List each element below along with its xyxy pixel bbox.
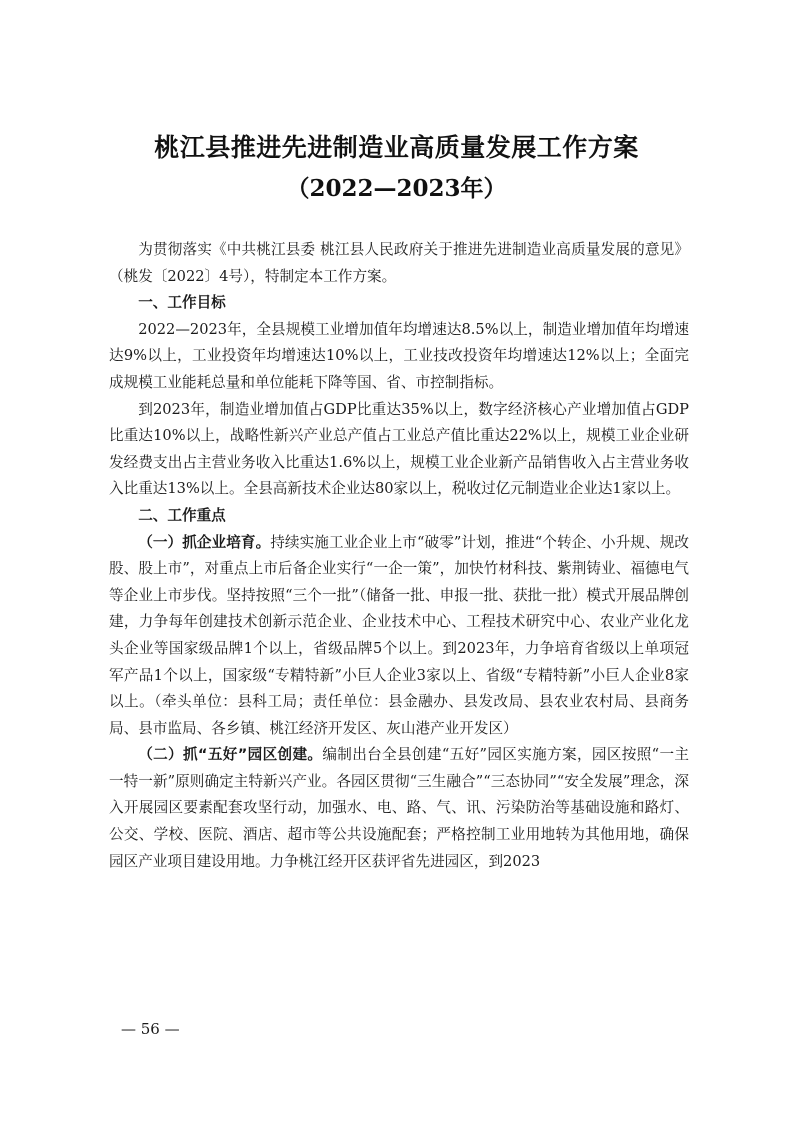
goals-paragraph-1: 2022—2023年，全县规模工业增加值年均增速达8.5%以上，制造业增加值年均增速达9%以上，工业投资年均增速达10%以上，工业技改投资年均增速达12%以上；全面完成规模工业能耗总量和单位能耗下降等国、省、市控制指标。 xyxy=(109,320,689,391)
intro-paragraph: 为贯彻落实《中共桃江县委 桃江县人民政府关于推进先进制造业高质量发展的意见》（桃发〔2022〕4号），特制定本工作方案。 xyxy=(109,241,689,285)
focus-item-2 xyxy=(109,742,689,875)
focus-item-2-label: （二）抓“五好”园区创建。 xyxy=(138,746,323,764)
focus-item-1 xyxy=(109,530,689,743)
document-subtitle: （2022—2023年） xyxy=(286,175,507,202)
document-title: 桃江县推进先进制造业高质量发展工作方案 xyxy=(154,133,639,162)
page-number: — 56 — xyxy=(121,1020,180,1038)
focus-item-1-text: 持续实施工业企业上市“破零”计划，推进“个转企、小升规、规改股、股上市”，对重点上市后备企业实行“一企一策”，加快竹材科技、紫荆铸业、福德电气等企业上市步伐。坚持按照“三个一批”（储备一批、申报一批、获批一批）模式开展品牌创建，力争每年创建技术创新示范企业、企业技术中心、工程技术研究中心、农业产业化龙头企业等国家级品牌1个以上，省级品牌5个以上。到2023年，力争培育省级以上单项冠军产品1个以上，国家级“专精特新”小巨人企业3家以上、省级“专精特新”小巨人企业8家以上。（牵头单位：县科工局；责任单位：县金融办、县发改局、县农业农村局、县商务局、县市监局、各乡镇、桃江经济开发区、灰山港产业开发区） xyxy=(109,533,689,737)
goals-paragraph-2: 到2023年，制造业增加值占GDP比重达35%以上，数字经济核心产业增加值占GDP比重达10%以上，战略性新兴产业总产值占工业总产值比重达22%以上，规模工业企业研发经费支出占主营业务收入比重达1.6%以上，规模工业企业新产品销售收入占主营业务收入比重达13%以上。全县高新技术企业达80家以上，税收过亿元制造业企业达1家以上。 xyxy=(109,400,689,498)
document-body xyxy=(109,237,689,875)
focus-item-2-text: 编制出台全县创建“五好”园区实施方案，园区按照“一主一特一新”原则确定主特新兴产业。各园区贯彻“三生融合”“三态协同”“安全发展”理念，深入开展园区要素配套攻坚行动，加强水、电、路、气、讯、污染防治等基础设施和路灯、公交、学校、医院、酒店、超市等公共设施配套；严格控制工业用地转为其他用地，确保园区产业项目建设用地。力争桃江经开区获评省先进园区，到2023 xyxy=(109,746,689,870)
focus-item-1-label: （一）抓企业培育。 xyxy=(138,533,271,551)
section-heading-focus: 二、工作重点 xyxy=(138,506,226,524)
section-heading-goals: 一、工作目标 xyxy=(138,294,226,312)
